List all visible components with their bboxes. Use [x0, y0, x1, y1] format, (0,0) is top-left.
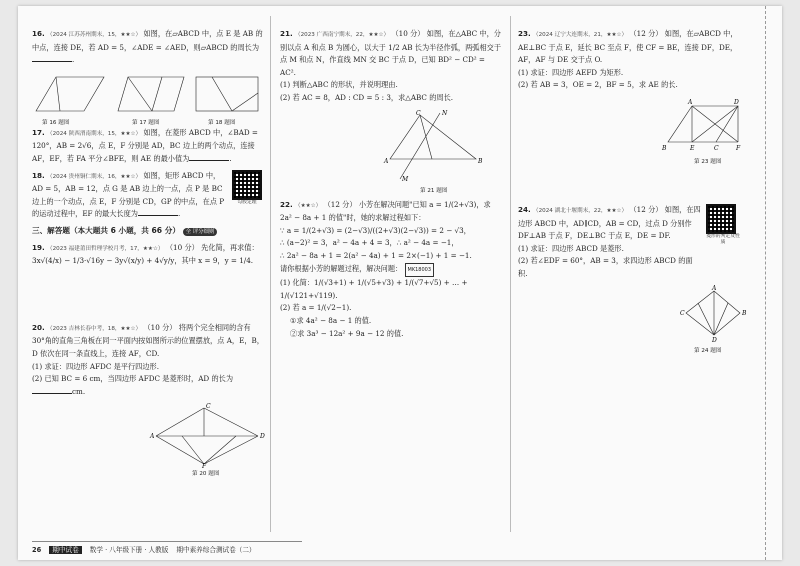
figure-caption: 第 21 题图 [420, 187, 448, 194]
svg-text:A: A [150, 433, 155, 441]
figures-16-18 [32, 71, 264, 127]
svg-text:E: E [690, 144, 695, 152]
page-footer [32, 541, 302, 554]
subject-label: 数学 · 八年级下册 · 人教版 [89, 546, 169, 554]
figure-caption: 第 16 题图 [42, 119, 70, 126]
svg-text:F: F [736, 144, 741, 152]
question-17: 17. （2024 陕西渭南期末，15，★★☆） 如图，在菱形 ABCD 中，∠BAD = 120°，AB = 2√6，点 E，F 分别是 AD，BC 边上的两个动点，连接 AF，EF，若 FA 平分∠BFE，则 AE 的最小值为 . [32, 127, 258, 163]
question-22: 22. （★★☆） （12 分） 小芳在解决问题"已知 a = 1/(2+√3)，求 2a² − 8a + 1 的值"时，她的求解过程如下： ∵ a = 1/(2+√3) = (2−√3)/((2+√3)(2−√3)) = 2 − √3， ∴ (a−2)² = 3，a² − 4a + 4 = 3，∴ a² − 4a = −1， ∴ 2a² − 8a + 1 = 2(a² − 4a) + 1 = 2×(−1) + 1 = −1. 请你根据小芳的解题过程，解决问题： MK18003 (1) 化简：1/(√3+1) + 1/(√5+√3) + 1/(√7+√5) + … + 1/(√121+√119). (2) 若 a = 1/(√2−1). ①求 4a² − 8a − 1 的值. ②求 3a³ − 12a² + 9a − 12 的值. [280, 199, 491, 338]
question-18: 18. （2024 贵州铜仁期末，16，★★☆） 如图，矩形 ABCD 中，AD = 5，AB = 12，点 G 是 AB 边上的一点，点 P 是 BC 边上的一个动点，点 E，F 分别是 CD，GP 的中点，在点 P 的运动过程中，EF 的最大长度为 . 勾股定理 [32, 170, 264, 221]
svg-text:D: D [734, 98, 739, 106]
qr-label: 勾股定理 [237, 199, 257, 205]
figure-caption: 第 20 题图 [192, 471, 220, 478]
svg-text:C: C [714, 144, 719, 152]
answer-blank[interactable] [138, 215, 178, 216]
svg-text:B: B [742, 309, 747, 317]
question-16: 16. （2024 江苏苏州期末，15，★★☆） 如图，在▱ABCD 中，点 E 是 AB 的中点，连接 DE，若 AD = 5，∠ADE = ∠AED，则▱ABCD 的周长为. [32, 29, 263, 65]
figure-24-svg [518, 284, 747, 344]
svg-text:B: B [478, 157, 483, 165]
question-21: 21. （2023 广西南宁期末，22，★★☆） （10 分） 如图，在△ABC 中，分别以点 A 和点 B 为圆心，以大于 1/2 AB 长为半径作弧，两弧相交于点 M 和点 N，作直线 MN 交 BC 于点 D，已知 BD² − CD² = AC². (1) 判断△ABC 的形状，并说明理由. (2) 若 AC = 8，AD : CD = 5 : 3，求△ABC 的周长. [280, 29, 502, 102]
answer-space[interactable] [518, 166, 740, 204]
figure-24 [518, 284, 747, 355]
svg-text:N: N [442, 109, 448, 117]
figure-23 [518, 96, 740, 166]
svg-text:F: F [202, 463, 207, 471]
answer-blank[interactable] [32, 393, 72, 394]
qr-code-icon[interactable] [706, 204, 736, 234]
qr-label: 菱形的判定及性质 [706, 233, 740, 245]
code-stamp: MK18003 [405, 263, 435, 278]
figure-caption: 第 18 题图 [208, 119, 236, 126]
column-left [32, 28, 264, 478]
exam-page [18, 6, 782, 560]
svg-text:C: C [206, 403, 211, 411]
answer-blank[interactable] [189, 160, 229, 161]
question-24: 24. （2024 湖北十堰期末，22，★★☆） （12 分） 如图，在四边形 ABCD 中，AD∥CD，AB = CD，过点 D 分别作 DF⊥AB 于点 F，DE⊥BC 于点 E，DE = DF. (1) 求证：四边形 ABCD 是菱形. (2) 若∠EDF = 60°，AB = 3，求四边形 ABCD 的面积. 菱形的判定及性质 [518, 204, 740, 278]
figure-23-svg [518, 96, 740, 156]
answer-space[interactable] [32, 272, 264, 322]
svg-text:C: C [416, 109, 421, 117]
figure-21 [280, 109, 502, 193]
svg-text:A: A [688, 98, 693, 106]
figures-16-18-svg [32, 71, 264, 119]
question-number: 16. [32, 29, 45, 38]
question-20: 20. （2023 吉林长春中考，18，★★☆） （10 分） 将两个完全相同的含有 30°角的直角三角板在同一平面内按如图所示的位置摆放，点 A，E，B，D 依次在同一条直线上，连接 AF，CD. (1) 求证：四边形 AFDC 是平行四边形. (2) 已知 BC = 6 cm，当四边形 AFDC 是菱形时，AD 的长为cm. [32, 322, 264, 396]
page-number: 26 [32, 546, 42, 554]
figure-20 [32, 402, 264, 478]
question-19: 19. （2023 福建莆田哲理学校月考，17，★★☆） （10 分） 先化简，再求值：3x√(4/x) − 1/3·√16y − 3y√(x/y) + 4√y/y，其中 x = 9，y = 1/4. [32, 242, 259, 266]
question-text: 如图，在▱ABCD 中，点 E 是 AB 的中点，连接 DE，若 AD = 5，∠ADE = ∠AED，则▱ABCD 的周长为 [32, 29, 263, 52]
svg-text:D: D [712, 336, 717, 344]
answer-blank[interactable] [32, 61, 72, 62]
binding-margin-line [765, 6, 766, 560]
question-source: （2024 江苏苏州期末，15，★★☆） [47, 32, 142, 38]
column-divider [510, 16, 511, 532]
column-right [518, 28, 747, 355]
svg-text:C: C [680, 309, 685, 317]
svg-text:M: M [402, 175, 409, 183]
brand-label: 期中试卷 [49, 546, 81, 554]
figure-caption: 第 24 题图 [694, 347, 722, 354]
svg-text:D: D [260, 433, 265, 441]
section-heading: 三、解答题（本大题共 6 小题，共 66 分） 全 评分细则 [32, 225, 264, 238]
column-divider [270, 16, 271, 532]
figure-20-svg [32, 402, 265, 471]
figure-caption: 第 17 题图 [132, 119, 160, 126]
column-middle [280, 28, 502, 344]
qr-code-icon[interactable] [232, 170, 262, 200]
test-title: 期中素养综合测试卷（二） [176, 546, 256, 554]
figure-21-svg [280, 109, 502, 183]
svg-text:B: B [662, 144, 667, 152]
svg-text:A: A [712, 284, 717, 292]
figure-caption: 第 23 题图 [694, 158, 722, 165]
question-23: 23. （2024 辽宁大连期末，21，★★☆） （12 分） 如图，在▱ABCD 中，AE⊥BC 于点 E，延长 BC 至点 F，使 CF = BE，连接 DF，DE，AF，AF 与 DE 交于点 O. (1) 求证：四边形 AEFD 为矩形. (2) 若 AB = 3，OE = 2，BF = 5，求 AE 的长. [518, 29, 738, 90]
scoring-badge: 全 评分细则 [183, 228, 218, 236]
svg-text:A: A [384, 157, 389, 165]
